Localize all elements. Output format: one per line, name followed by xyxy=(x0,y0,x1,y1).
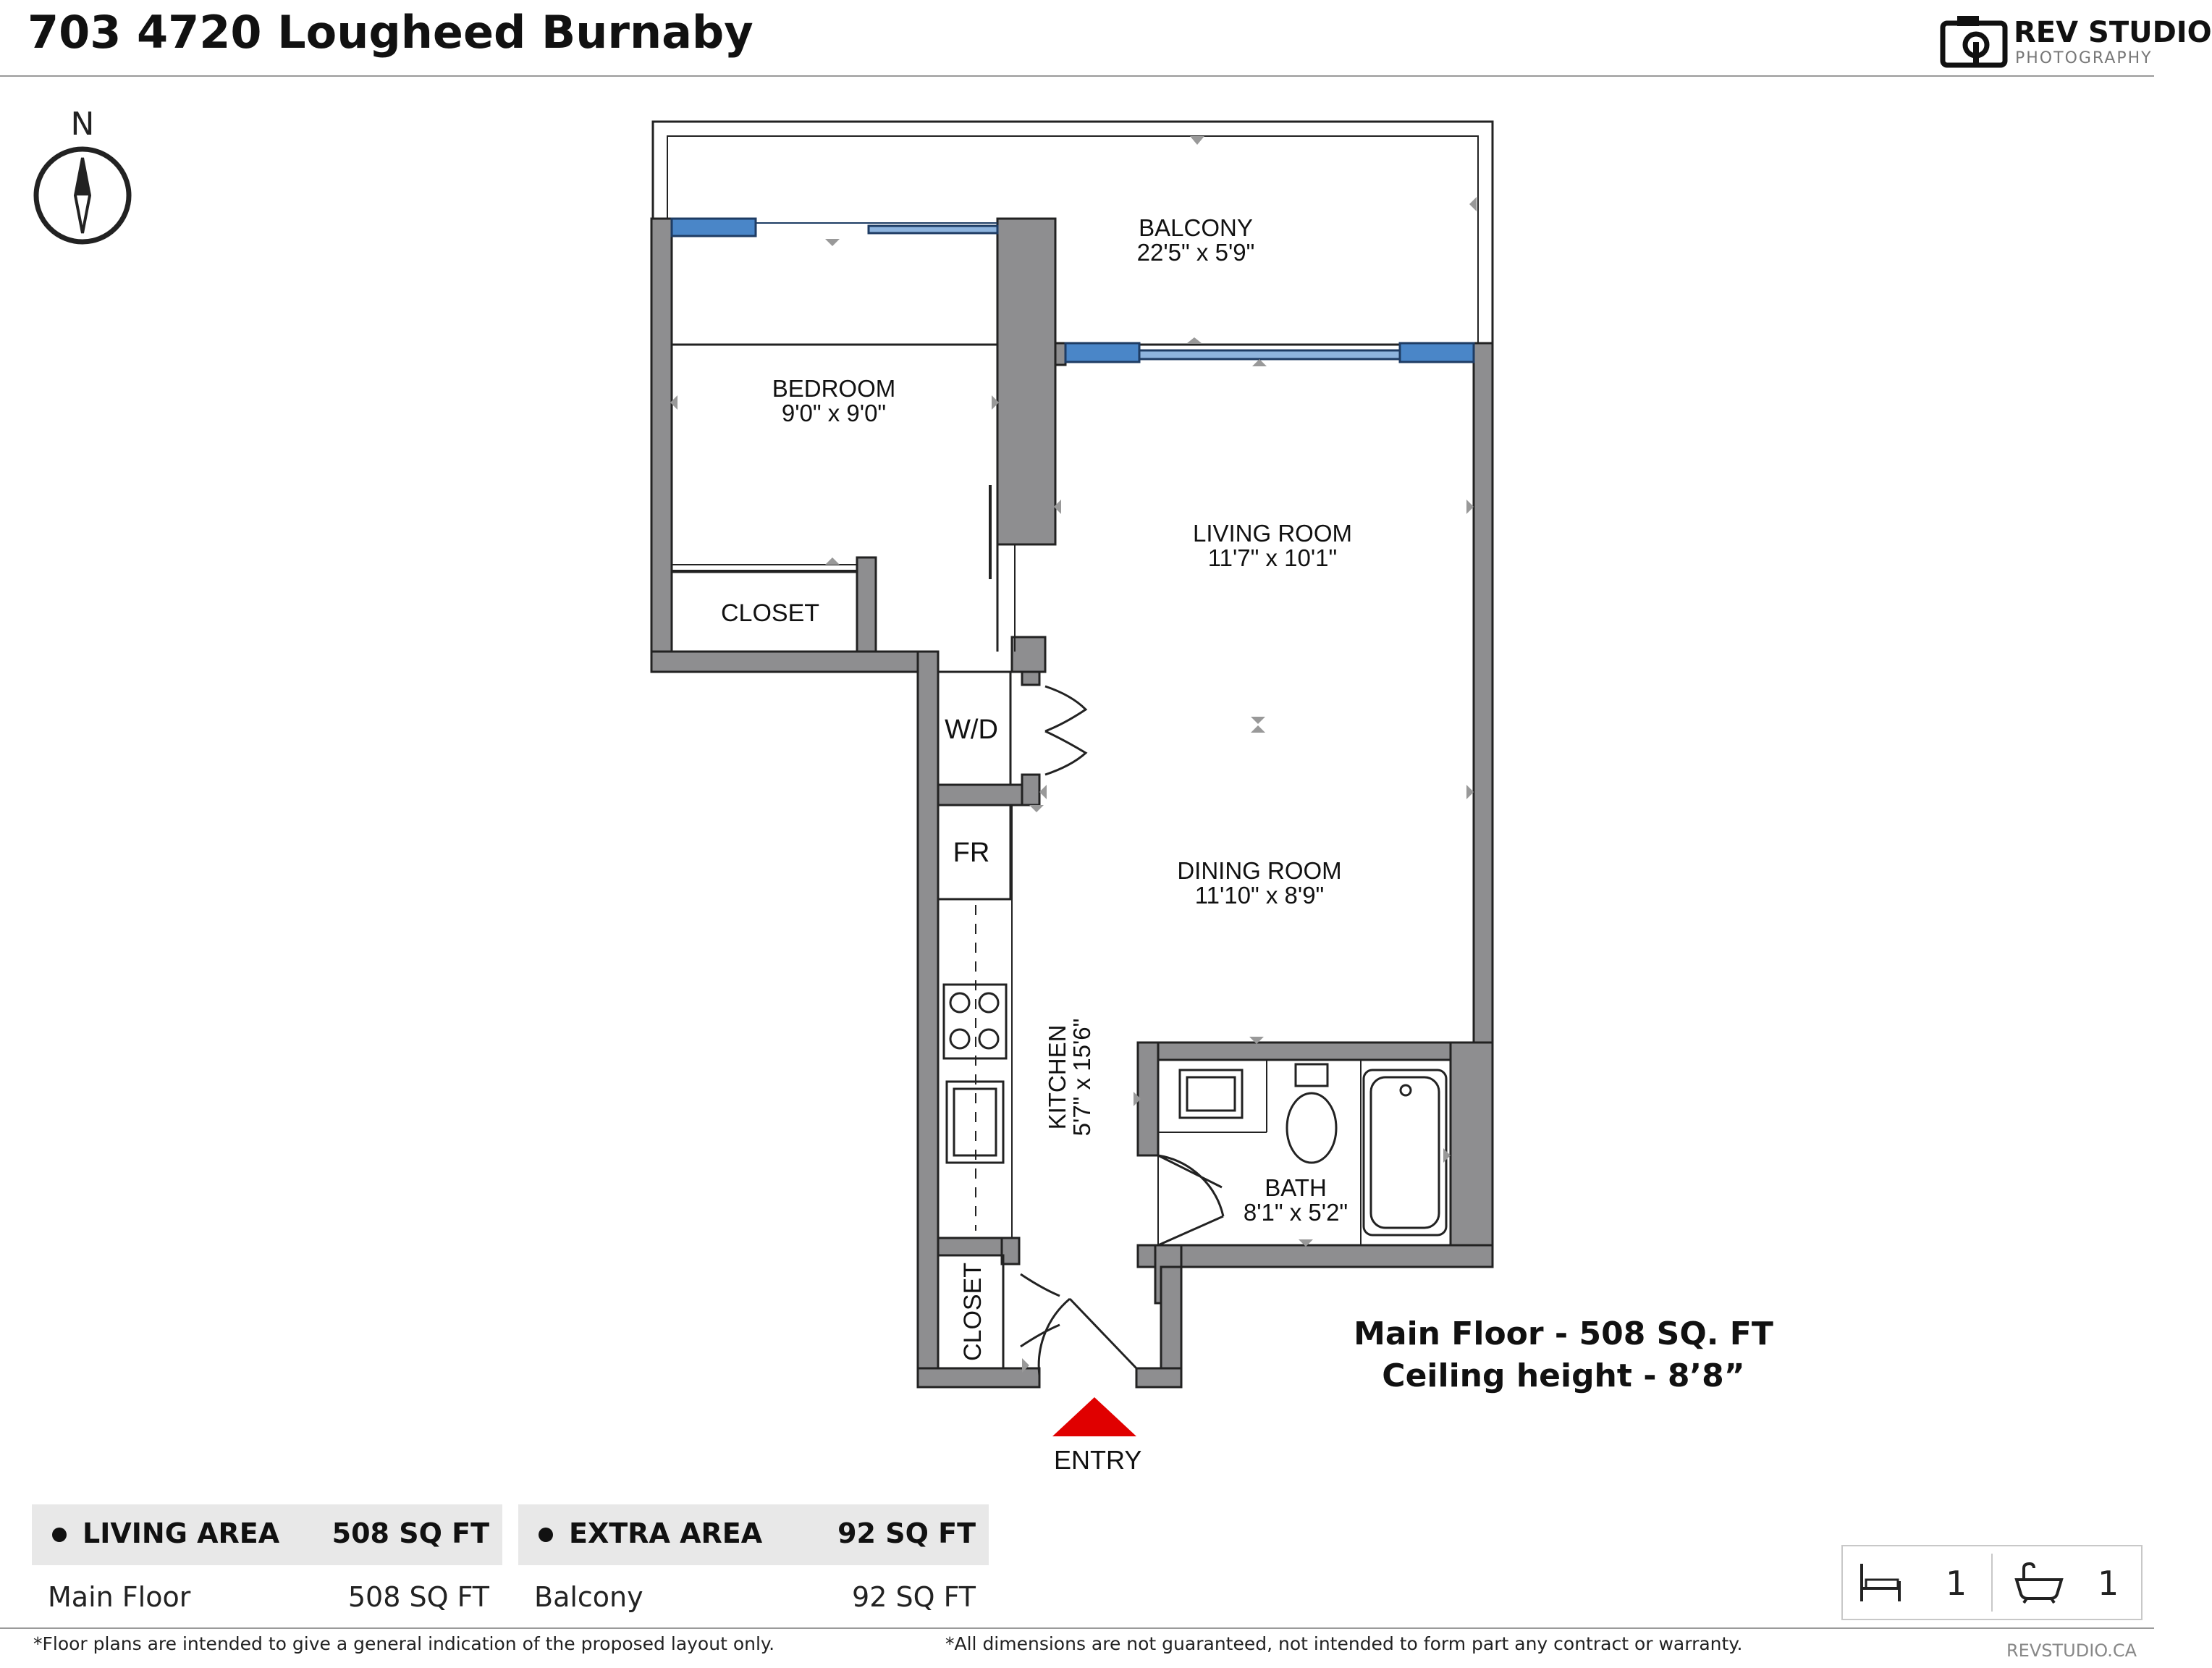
room-name: BATH xyxy=(1265,1174,1327,1201)
closet-bedroom-label: CLOSET xyxy=(720,599,820,627)
footnote-dimensions: *All dimensions are not guaranteed, not intended to form part any contract or warranty. xyxy=(945,1633,1743,1654)
bathtub-icon xyxy=(2014,1561,2064,1604)
balcony-railing xyxy=(653,122,1493,345)
row-value: 92 SQ FT xyxy=(852,1581,976,1613)
room-name: DINING ROOM xyxy=(1177,857,1342,884)
brand-tagline: PHOTOGRAPHY xyxy=(2015,49,2153,67)
extra-area-label: EXTRA AREA xyxy=(569,1517,763,1549)
floor-summary-area: Main Floor - 508 SQ. FT xyxy=(1354,1315,1773,1352)
room-name: LIVING ROOM xyxy=(1192,520,1353,547)
dimension-markers xyxy=(670,136,1477,1373)
room-size: 11'7" x 10'1" xyxy=(1207,544,1338,571)
compass-north-label: N xyxy=(70,106,95,143)
room-size: 8'1" x 5'2" xyxy=(1243,1199,1348,1226)
table-row xyxy=(32,1565,502,1623)
row-label: Main Floor xyxy=(48,1581,191,1613)
row-value: 508 SQ FT xyxy=(347,1581,489,1613)
room-size: 9'0" x 9'0" xyxy=(781,400,887,426)
room-living xyxy=(1193,521,1352,570)
closet-entry-label: CLOSET xyxy=(959,1262,987,1362)
extra-area-header xyxy=(518,1504,989,1565)
windows xyxy=(672,219,1474,362)
floor-summary-ceiling: Ceiling height - 8’8” xyxy=(1382,1357,1745,1394)
room-name: BEDROOM xyxy=(772,375,896,402)
bedroom-count: 1 xyxy=(1946,1564,1967,1603)
living-area-label: LIVING AREA xyxy=(83,1517,280,1549)
room-size: 11'10" x 8'9" xyxy=(1194,882,1325,909)
footnote-layout: *Floor plans are intended to give a general indication of the proposed layout only. xyxy=(33,1633,775,1654)
room-balcony xyxy=(1137,216,1255,265)
room-bedroom xyxy=(772,376,896,426)
washer-dryer-label: W/D xyxy=(945,715,998,745)
bathroom-count: 1 xyxy=(2098,1564,2119,1603)
entry-label: ENTRY xyxy=(1054,1445,1142,1475)
footer-divider xyxy=(0,1627,2154,1629)
fridge-label: FR xyxy=(953,838,990,868)
count-divider xyxy=(1991,1554,1993,1612)
extra-area-table xyxy=(518,1504,989,1623)
doors xyxy=(990,485,1223,1376)
entry-marker xyxy=(1052,1397,1136,1436)
room-size: 22'5" x 5'9" xyxy=(1136,239,1255,266)
living-area-header xyxy=(32,1504,502,1565)
bullet-icon xyxy=(539,1528,553,1542)
room-bath xyxy=(1244,1176,1348,1225)
fixtures xyxy=(944,985,1446,1235)
row-label: Balcony xyxy=(534,1581,643,1613)
room-counts xyxy=(1841,1545,2143,1620)
living-area-table xyxy=(32,1504,502,1623)
floor-summary xyxy=(1245,1313,1882,1397)
extra-area-total: 92 SQ FT xyxy=(837,1517,976,1549)
bed-icon xyxy=(1857,1561,1904,1604)
room-kitchen xyxy=(1045,1019,1094,1137)
bullet-icon xyxy=(52,1528,67,1542)
table-row xyxy=(518,1565,989,1623)
room-dining xyxy=(1177,859,1341,908)
page-title: 703 4720 Lougheed Burnaby xyxy=(28,6,753,59)
room-name: KITCHEN xyxy=(1044,1024,1071,1130)
brand-name: REV STUDIO xyxy=(2014,16,2212,49)
living-area-total: 508 SQ FT xyxy=(332,1517,489,1549)
footer-website: REVSTUDIO.CA xyxy=(2006,1640,2137,1661)
room-name: BALCONY xyxy=(1139,214,1253,241)
room-size: 5'7" x 15'6" xyxy=(1068,1018,1095,1137)
